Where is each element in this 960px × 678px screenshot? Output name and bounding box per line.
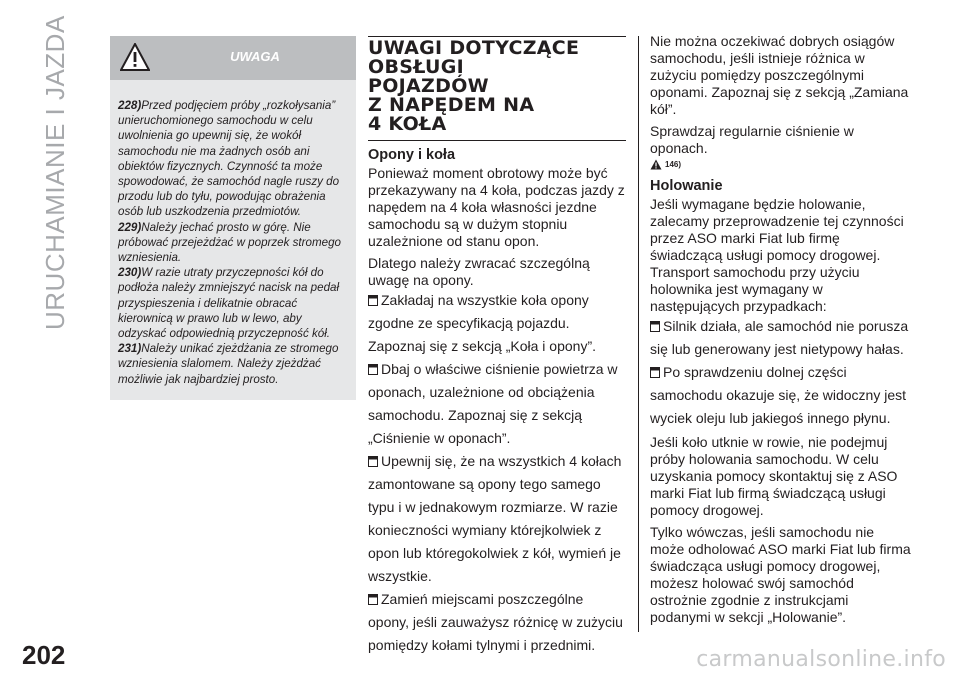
column-divider — [638, 36, 639, 632]
list-item — [650, 315, 912, 361]
checkbox-icon — [650, 367, 660, 378]
middle-column — [368, 33, 626, 657]
list-item-text: Po sprawdzeniu dolnej części samochodu okazuje się, że widoczny jest wyciek oleju lub jakiegoś innego płynu. — [650, 364, 907, 426]
subheading-towing: Holowanie — [650, 178, 723, 194]
list-item — [368, 450, 626, 588]
warning-box-body — [110, 80, 356, 400]
list-item — [650, 361, 912, 430]
heading-line: POJAZDÓW — [368, 75, 489, 97]
list-item-text: Zakładaj na wszystkie koła opony zgodne ze specyfikacją pojazdu. Zapoznaj się z sekcją „Koła i opony”. — [368, 292, 596, 354]
warning-item-number: 230) — [118, 266, 142, 280]
warning-item-number: 228) — [118, 99, 142, 112]
list-item-text: Zamień miejscami poszczególne opony, jeśli zauważysz różnicę w zużyciu pomiędzy kołami tylnymi i przednimi. — [368, 591, 623, 653]
right-column — [650, 33, 912, 631]
paragraph: Jeśli wymagane będzie holowanie, zalecamy przeprowadzenie tej czynności przez ASO marki Fiat lub firmę świadczącą usługi pomocy drogowej. Transport samochodu przy użyciu holownika jest wymagany w następujących przypadkach: — [650, 196, 904, 314]
paragraph: Dlatego należy zwracać szczególną uwagę na opony. — [368, 255, 590, 288]
warning-box-header — [110, 36, 356, 80]
paragraph: Jeśli koło utknie w rowie, nie podejmuj próby holowania samochodu. W celu uzyskania pomocy skontaktuj się z ASO marki Fiat lub firmą świadczącą usługi pomocy drogowej. — [650, 434, 898, 518]
paragraph: Tylko wówczas, jeśli samochodu nie może odholować ASO marki Fiat lub firma świadcząca usługi pomocy drogowej, możesz holować swój samochód ostrożnie zgodnie z instrukcjami podanymi w sekcji „Holowanie”. — [650, 524, 911, 625]
section-side-title — [36, 15, 80, 330]
paragraph: Sprawdzaj regularnie ciśnienie w oponach. — [650, 123, 854, 156]
warning-item-text: W razie utraty przyczepności kół do podłoża należy zmniejszyć nacisk na pedał przyspieszenia i delikatnie obracać kierownicą w prawo lub w lewo, aby odzyskać odpowiednią przyczepność kół. — [118, 266, 340, 341]
paragraph: Nie można oczekiwać dobrych osiągów samochodu, jeśli istnieje różnica w zużyciu pomiędzy poszczególnymi oponami. Zapoznaj się z sekcją „Zamiana kół”. — [650, 33, 909, 117]
list-item — [368, 588, 626, 657]
heading-line: UWAGI DOTYCZĄCE — [368, 37, 580, 59]
list-item-text: Silnik działa, ale samochód nie porusza się lub generowany jest nietypowy hałas. — [650, 318, 909, 357]
checkbox-icon — [650, 321, 660, 332]
checkbox-icon — [368, 456, 378, 467]
side-title-text: URUCHAMIANIE I JAZDA — [40, 15, 70, 330]
watermark: carmanualsonline.info — [696, 647, 946, 672]
checkbox-icon — [368, 594, 378, 605]
warning-item — [118, 220, 350, 266]
subheading-tyres: Opony i koła — [368, 147, 456, 163]
warning-item — [118, 98, 350, 220]
heading-line: 4 KOŁA — [368, 113, 447, 135]
warning-item-text: Należy unikać zjeżdżania ze stromego wzniesienia slalomem. Należy zjeżdżać możliwie jak najbardziej prosto. — [118, 342, 339, 386]
warning-reference — [650, 159, 912, 170]
list-item — [368, 289, 626, 358]
warning-item — [118, 265, 350, 341]
warning-item-number: 231) — [118, 342, 142, 356]
page-number: 202 — [22, 640, 66, 670]
warning-item-number: 229) — [118, 220, 142, 234]
section-heading — [368, 33, 626, 134]
warning-item-text: Należy jechać prosto w górę. Nie próbować przejeżdżać w poprzek stromego wzniesienia. — [118, 220, 341, 265]
heading-line: Z NAPĘDEM NA — [368, 94, 535, 116]
checkbox-icon — [368, 364, 378, 375]
heading-bottom-rule — [368, 140, 626, 141]
warning-title: UWAGA — [230, 49, 280, 64]
warning-item — [118, 341, 350, 387]
warning-triangle-icon — [650, 159, 662, 170]
checkbox-icon — [368, 295, 378, 306]
list-item-text: Dbaj o właściwe ciśnienie powietrza w oponach, uzależnione od obciążenia samochodu. Zapoznaj się z sekcją „Ciśnienie w oponach”. — [368, 361, 618, 446]
paragraph: Ponieważ moment obrotowy może być przekazywany na 4 koła, podczas jazdy z napędem na 4 koła własności jezdne samochodu są w dużym stopniu uzależnione od stanu opon. — [368, 165, 625, 249]
reference-number: 146) — [665, 160, 682, 169]
list-item-text: Upewnij się, że na wszystkich 4 kołach zamontowane są opony tego samego typu i w jednakowym rozmiarze. W razie konieczności wymiany którejkolwiek z opon lub któregokolwiek z kół, wymień je wszystkie. — [368, 453, 622, 584]
list-item — [368, 358, 626, 450]
heading-line: OBSŁUGI — [368, 56, 465, 78]
warning-item-text: Przed podjęciem próby „rozkołysania” unieruchomionego samochodu w celu uwolnienia go upewnij się, że wokół samochodu nie ma żadnych osób ani obiektów fizycznych. Czynność ta może spowodować, że samochód nagle ruszy do przodu lub do tyłu, powodując obrażenia osób lub uszkodzenia przedmiotów. — [118, 99, 340, 219]
